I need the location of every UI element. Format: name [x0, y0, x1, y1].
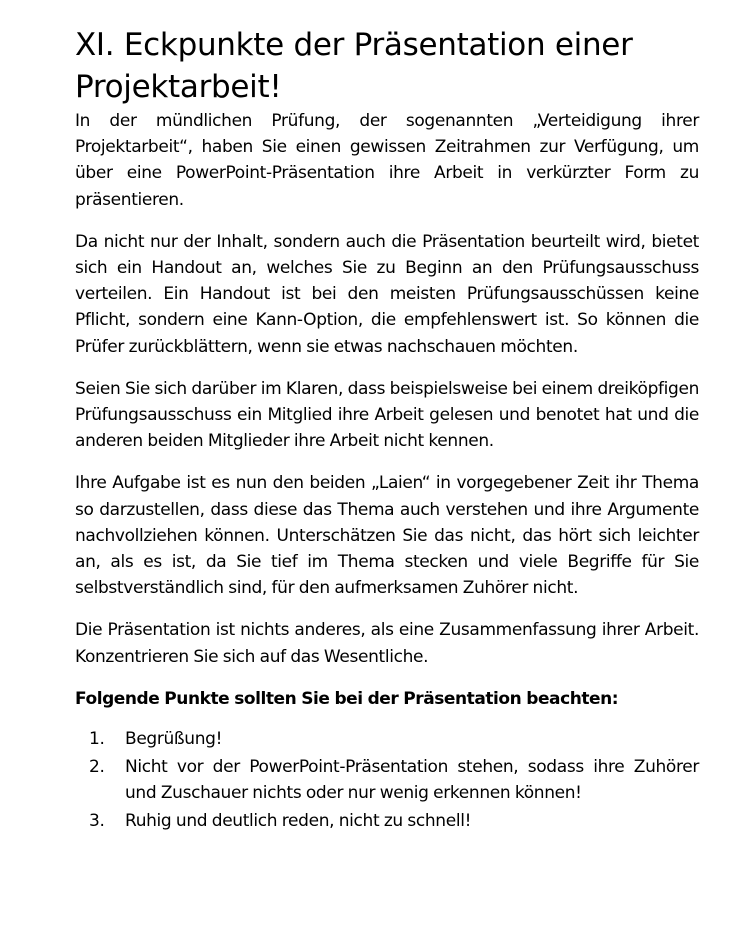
- checklist: [75, 726, 699, 834]
- list-item-number: 1.: [89, 729, 105, 750]
- section-heading: XI. Eckpunkte der Präsentation einer Projektarbeit!: [75, 27, 633, 105]
- list-item-text: Begrüßung!: [125, 729, 223, 750]
- list-item: [75, 726, 699, 752]
- paragraph-summary: Die Präsentation ist nichts anderes, als eine Zusammenfassung ihrer Arbeit. Konzentrieren Sie sich auf das Wesentliche.: [75, 620, 699, 667]
- list-heading: Folgende Punkte sollten Sie bei der Präsentation beachten:: [75, 688, 619, 709]
- paragraph-task: Ihre Aufgabe ist es nun den beiden „Laien“ in vorgegebener Zeit ihr Thema so darzustellen, dass diese das Thema auch verstehen und ihre Argumente nachvollziehen können. Unterschätzen Sie das nicht, das hört sich leichter an, als es ist, da Sie tief im Thema stecken und viele Begriffe für Sie selbstverständlich sind, für den aufmerksamen Zuhörer nicht.: [75, 473, 699, 599]
- list-item-text: Nicht vor der PowerPoint-Präsentation stehen, sodass ihre Zuhörer und Zuschauer nichts oder nur wenig erkennen können!: [125, 756, 699, 803]
- paragraph-handout: Da nicht nur der Inhalt, sondern auch die Präsentation beurteilt wird, bietet sich ein Handout an, welches Sie zu Beginn an den Prüfungsausschuss verteilen. Ein Handout ist bei den meisten Prüfungsausschüssen keine Pflicht, sondern eine Kann-Option, die empfehlenswert ist. So können die Prüfer zurückblättern, wenn sie etwas nachschauen möchten.: [75, 231, 699, 357]
- list-item-text: Ruhig und deutlich reden, nicht zu schnell!: [125, 810, 472, 831]
- paragraph-intro: In der mündlichen Prüfung, der sogenannten „Verteidigung ihrer Projektarbeit“, haben Sie einen gewissen Zeitrahmen zur Verfügung, um über eine PowerPoint-Präsentation ihre Arbeit in verkürzter Form zu präsentieren.: [75, 111, 699, 210]
- list-item-number: 3.: [89, 810, 105, 831]
- paragraph-committee: Seien Sie sich darüber im Klaren, dass beispielsweise bei einem dreiköpfigen Prüfungsausschuss ein Mitglied ihre Arbeit gelesen und benotet hat und die anderen beiden Mitglieder ihre Arbeit nicht kennen.: [75, 378, 699, 452]
- document-page: [75, 24, 699, 835]
- list-item: [75, 808, 699, 834]
- list-item: [75, 754, 699, 806]
- list-item-number: 2.: [89, 756, 105, 777]
